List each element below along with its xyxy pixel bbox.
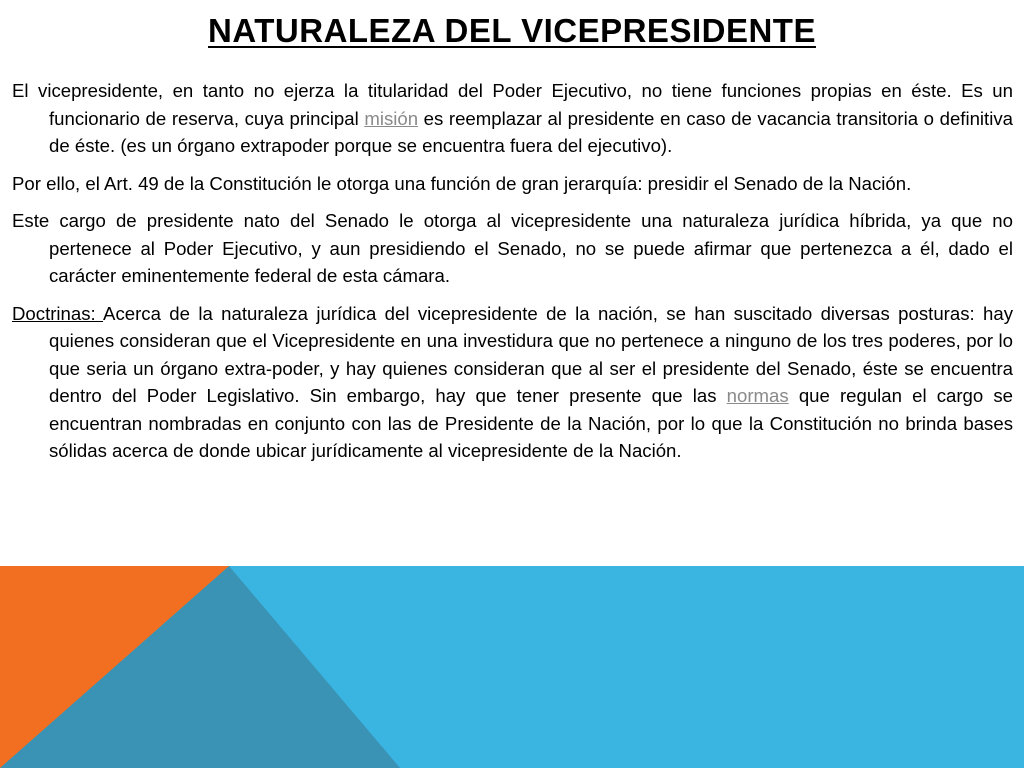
paragraph-doctrinas [12,300,1013,465]
footer-shapes [0,566,1024,768]
normas-link[interactable]: normas [726,385,789,406]
mision-link[interactable]: misión [364,107,419,129]
paragraph-vicepresidente [12,77,1013,160]
slide-body [12,77,1013,475]
paragraph-naturaleza-hibrida: Este cargo de presidente nato del Senado le otorga al vicepresidente una naturaleza jurídica híbrida, ya que no pertenece al Poder Ejecutivo, y aun presidiendo el Senado, no se puede afirmar que pertenezca a él, dado el carácter eminentemente federal de esta cámara. [12,210,1013,286]
slide-title: NATURALEZA DEL VICEPRESIDENTE [208,12,816,49]
paragraph-art-49: Por ello, el Art. 49 de la Constitución le otorga una función de gran jerarquía: presidir el Senado de la Nación. [12,172,912,194]
doctrinas-label: Doctrinas: [12,302,104,324]
paragraph-4-text-after: que regulan el cargo se encuentran nombradas en conjunto con las de Presidente de la Nación, por lo que la Constitución no brinda bases sólidas acerca de donde ubicar jurídicamente al vicepresidente de la Nación. [49,385,1013,461]
paragraph-1-text-before: El vicepresidente, en tanto no ejerza la titularidad del Poder Ejecutivo, no tiene funciones propias en éste. Es un funcionario de reserva, cuya principal [12,80,1013,129]
paragraph-4-text-before: Acerca de la naturaleza jurídica del vicepresidente de la nación, se han suscitado diversas posturas: hay quienes consideran que el Vicepresidente en una investidura que no pertenece a ninguno de los tres poderes, por lo que seria un órgano extra-poder, y hay quienes consideran que al ser el presidente del Senado, éste se encuentra dentro del Poder Legislativo. Sin embargo, hay que tener presente que las [49,302,1014,406]
decorative-footer [0,566,1024,768]
paragraph-1-text-after: es reemplazar al presidente en caso de vacancia transitoria o definitiva de éste. (es un órgano extrapoder porque se encuentra fuera del ejecutivo). [49,107,1013,156]
